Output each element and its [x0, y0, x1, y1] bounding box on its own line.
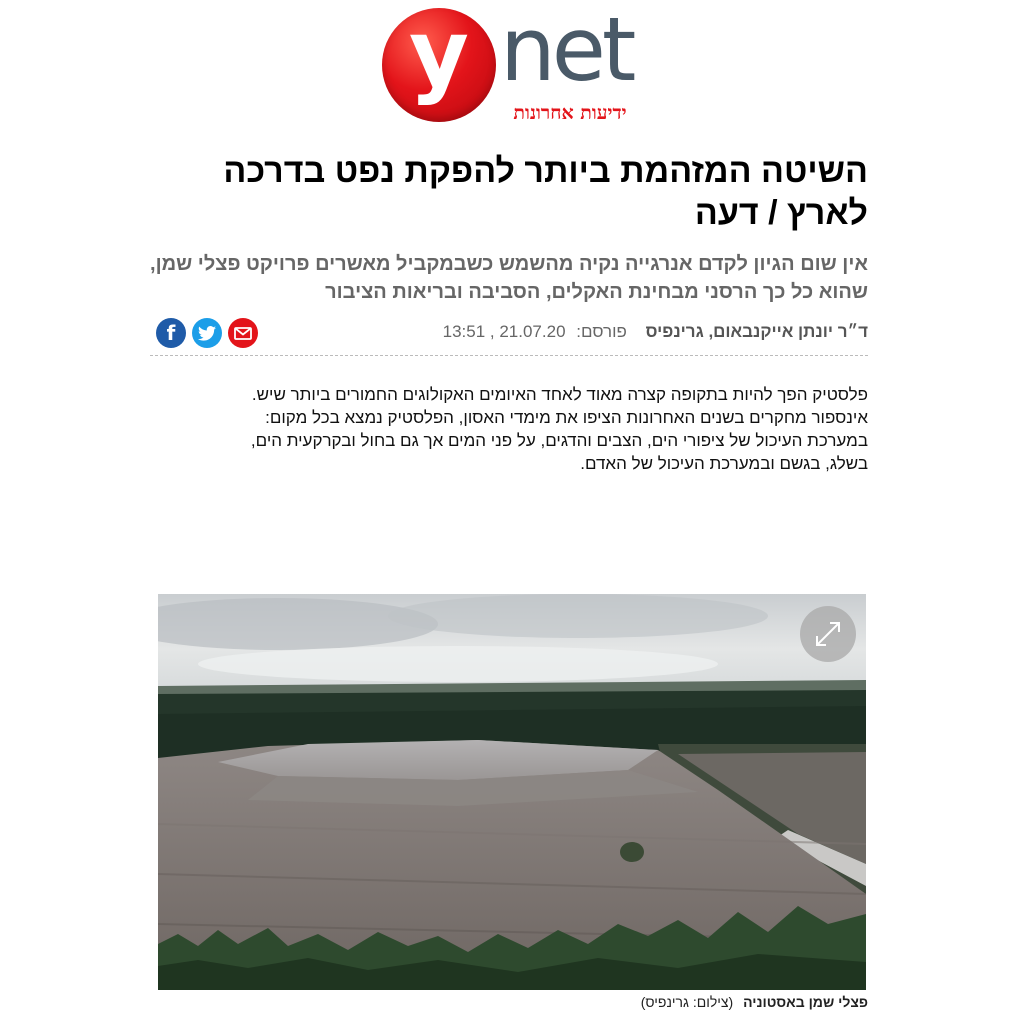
article-body [150, 383, 868, 475]
twitter-share-button[interactable] [192, 318, 222, 348]
article-photo[interactable] [158, 594, 866, 990]
logo-text: net [500, 0, 633, 101]
article-meta [150, 316, 868, 356]
facebook-share-button[interactable] [156, 318, 186, 348]
mail-icon [234, 327, 252, 340]
photo-caption [150, 993, 868, 1011]
body-line: פלסטיק הפך להיות בתקופה קצרה מאוד לאחד האיומים האקולוגים החמורים ביותר שיש. [251, 385, 868, 404]
share-buttons [156, 318, 258, 348]
author-name[interactable]: ד״ר יונתן אייקנבאום, גרינפיס [645, 322, 868, 341]
caption-credit: (צילום: גרינפיס) [640, 994, 734, 1010]
oil-shale-landscape-image [158, 594, 866, 990]
body-line: אינספור מחקרים בשנים האחרונות הציפו את מימדי האסון, הפלסטיק נמצא בכל מקום: [265, 408, 868, 427]
mail-share-button[interactable] [228, 318, 258, 348]
body-line: בשלג, בגשם ובמערכת העיכול של האדם. [580, 454, 868, 473]
facebook-icon: f [166, 321, 176, 345]
body-line: במערכת העיכול של ציפורי הים, הצבים והדגים, על פני המים אך גם בחול ובקרקעית הים, [250, 431, 868, 450]
article-headline: השיטה המזהמת ביותר להפקת נפט בדרכה לארץ / דעה [223, 152, 868, 232]
article-subtitle: אין שום הגיון לקדם אנרגייה נקיה מהשמש כשבמקביל מאשרים פרויקט פצלי שמן, שהוא כל כך הרסני מבחינת האקלים, הסביבה ובריאות הציבור [150, 253, 868, 303]
published-date: 21.07.20 , 13:51 [442, 322, 566, 341]
logo-tagline: ידיעות אחרונות [513, 102, 627, 124]
twitter-icon [198, 326, 216, 341]
expand-icon [813, 619, 843, 649]
ynet-logo[interactable] [380, 0, 650, 130]
expand-photo-button[interactable] [800, 606, 856, 662]
byline [443, 322, 868, 342]
logo-letter: y [409, 0, 469, 107]
caption-title: פצלי שמן באסטוניה [743, 994, 868, 1010]
published-label: פורסם: [576, 322, 627, 341]
